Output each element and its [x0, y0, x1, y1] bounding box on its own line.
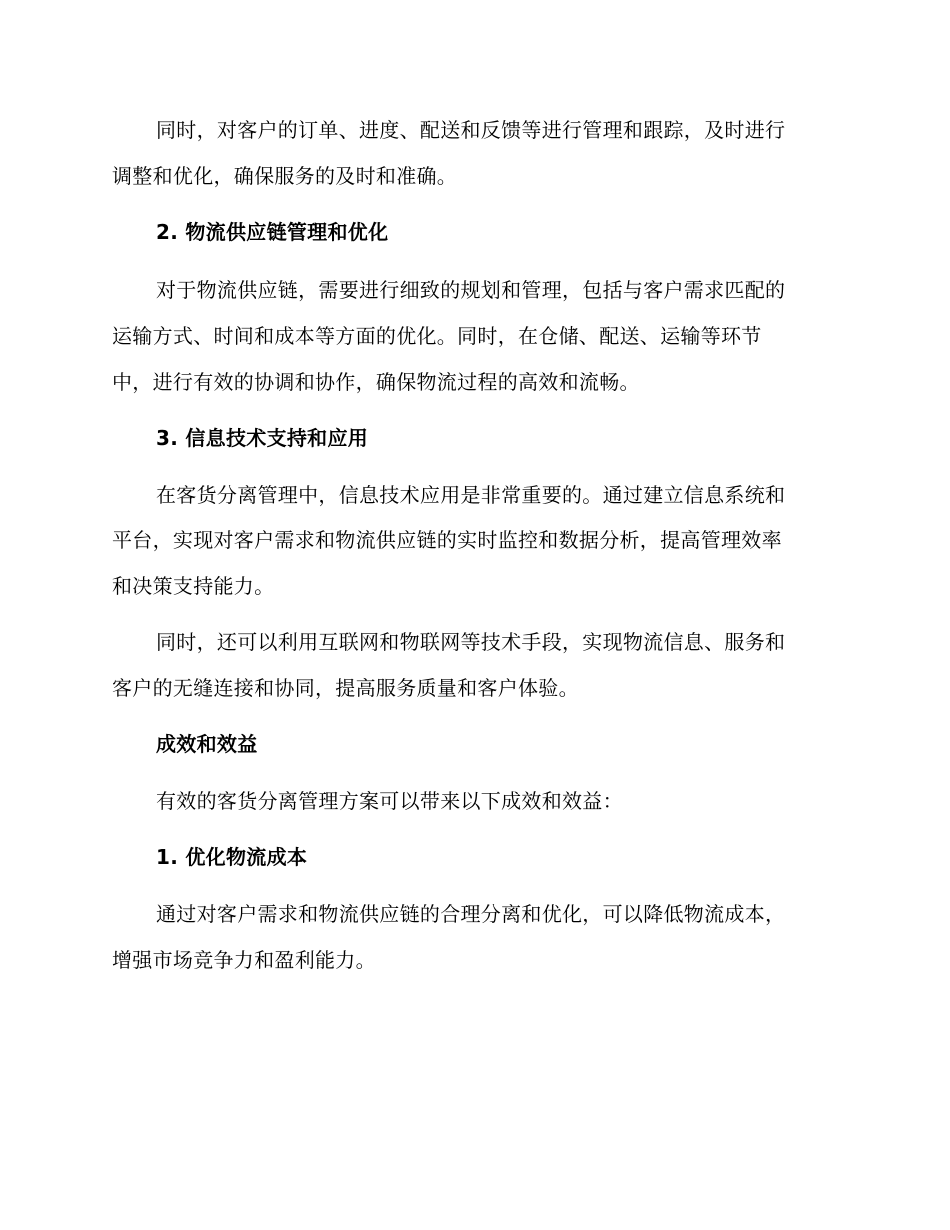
paragraph-line: 平台，实现对客户需求和物流供应链的实时监控和数据分析，提高管理效率 — [112, 528, 782, 552]
paragraph-line: 增强市场竞争力和盈利能力。 — [112, 948, 376, 972]
section-heading: 成效和效益 — [156, 732, 258, 756]
section-heading: 2. 物流供应链管理和优化 — [156, 220, 389, 244]
paragraph-line: 中，进行有效的协调和协作，确保物流过程的高效和流畅。 — [112, 370, 640, 394]
section-heading: 3. 信息技术支持和应用 — [156, 426, 369, 450]
paragraph-line: 在客货分离管理中，信息技术应用是非常重要的。通过建立信息系统和 — [156, 483, 786, 507]
paragraph-line: 同时，对客户的订单、进度、配送和反馈等进行管理和跟踪，及时进行 — [156, 118, 786, 142]
paragraph-line: 和决策支持能力。 — [112, 574, 275, 598]
paragraph-line: 同时，还可以利用互联网和物联网等技术手段，实现物流信息、服务和 — [156, 630, 786, 654]
paragraph-line: 有效的客货分离管理方案可以带来以下成效和效益： — [156, 789, 623, 813]
section-heading: 1. 优化物流成本 — [156, 845, 308, 869]
paragraph-line: 客户的无缝连接和协同，提高服务质量和客户体验。 — [112, 676, 579, 700]
paragraph-line: 通过对客户需求和物流供应链的合理分离和优化，可以降低物流成本， — [156, 902, 786, 926]
paragraph-line: 调整和优化，确保服务的及时和准确。 — [112, 164, 458, 188]
paragraph-line: 运输方式、时间和成本等方面的优化。同时，在仓储、配送、运输等环节 — [112, 324, 762, 348]
paragraph-line: 对于物流供应链，需要进行细致的规划和管理，包括与客户需求匹配的 — [156, 278, 786, 302]
